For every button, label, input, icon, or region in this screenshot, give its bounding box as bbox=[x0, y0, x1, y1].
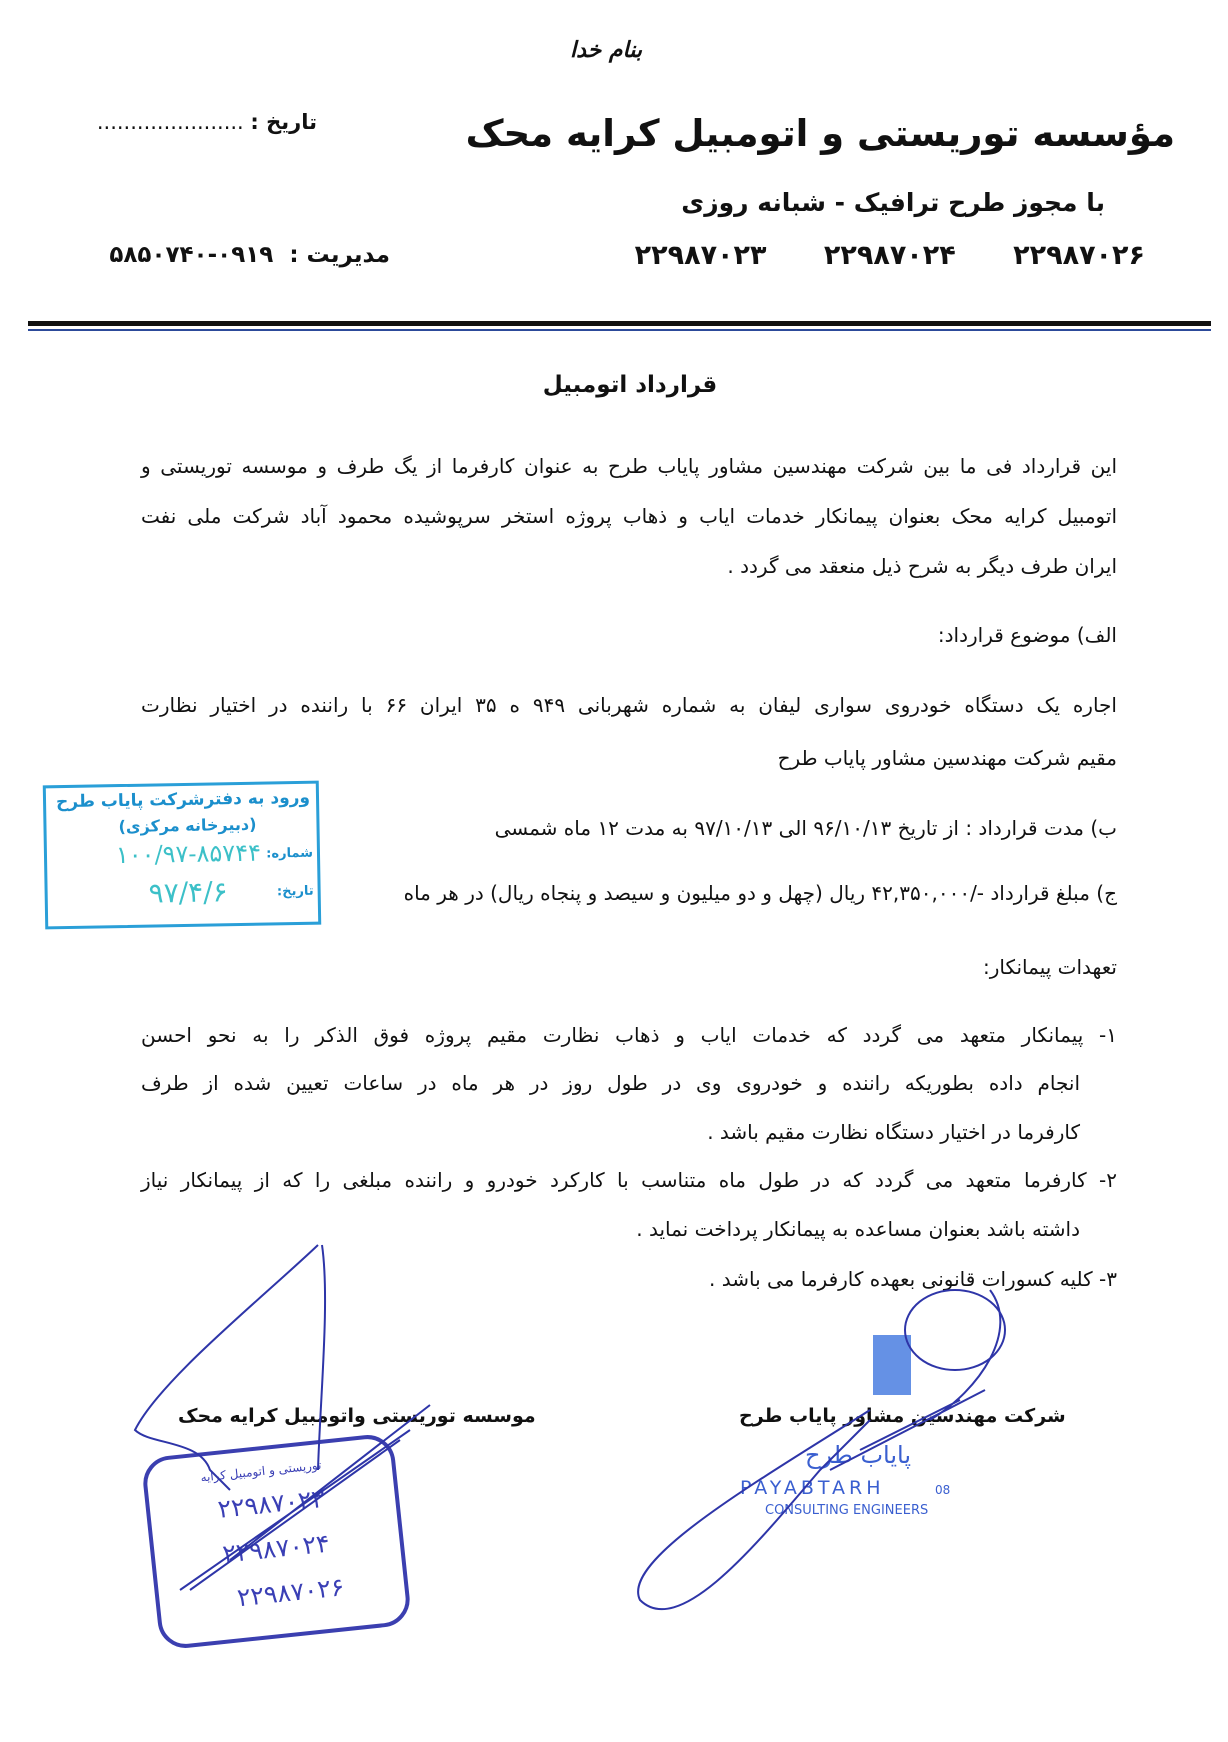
section-a-heading: الف) موضوع قرارداد: bbox=[937, 623, 1117, 647]
company-title: مؤسسه توریستی و اتومبیل کرایه محک bbox=[465, 112, 1175, 155]
license-line: با مجوز طرح ترافیک - شبانه روزی bbox=[681, 188, 1105, 217]
stamp-date-value: ۹۷/۴/۶ bbox=[148, 875, 228, 910]
employer-signature-label: شرکت مهندسین مشاور پایاب طرح bbox=[739, 1405, 1066, 1427]
phone-number: ۲۲۹۸۷۰۲۶ bbox=[1013, 240, 1145, 271]
stamp-latin: PAYABTARH bbox=[740, 1477, 885, 1499]
date-value: ...................... bbox=[96, 110, 244, 134]
employer-stamp bbox=[735, 1335, 975, 1525]
section-b-duration: ب) مدت قرارداد : از تاریخ ۹۶/۱۰/۱۳ الی ۹۷/۱۰/۱۳ به مدت ۱۲ ماه شمسی bbox=[494, 816, 1117, 840]
header-divider-thin bbox=[28, 329, 1211, 331]
stamp-phone: ۲۲۹۸۷۰۲۶ bbox=[235, 1572, 346, 1613]
date-label: تاریخ : bbox=[250, 110, 317, 134]
obligation-line: ۲- کارفرما متعهد می گردد که در طول ماه متناسب با کارکرد خودرو و راننده مبلغی را که از پیمانکار نیاز bbox=[141, 1168, 1117, 1192]
phone-list bbox=[635, 240, 1145, 271]
stamp-number-label: شماره: bbox=[266, 845, 314, 862]
obligation-line: ۱- پیمانکار متعهد می گردد که خدمات ایاب و ذهاب نظارت مقیم پروژه فوق الذکر را به نحو احسن bbox=[141, 1023, 1117, 1047]
receipt-stamp bbox=[43, 781, 321, 930]
header-divider bbox=[28, 321, 1211, 326]
management-phone: ۰۹۱۹-۵۸۵۰۷۴۰ bbox=[109, 242, 274, 268]
section-c-amount: ج) مبلغ قرارداد -/۴۲,۳۵۰,۰۰۰ ریال (چهل و دو میلیون و سیصد و پنجاه ریال) در هر ماه bbox=[403, 881, 1117, 905]
employer-logo-icon bbox=[873, 1335, 911, 1395]
obligation-line: انجام داده بطوریکه راننده و خودروی وی در طول روز در هر ماه در ساعات تعیین شده از طرف bbox=[141, 1071, 1080, 1095]
stamp-subtitle: CONSULTING ENGINEERS bbox=[765, 1503, 929, 1518]
stamp-phone: ۲۲۹۸۷۰۲۳ bbox=[216, 1483, 327, 1524]
obligation-line: ۳- کلیه کسورات قانونی بعهده کارفرما می باشد . bbox=[709, 1267, 1117, 1291]
stamp-line: ورود به دفترشرکت پایاب طرح bbox=[55, 787, 311, 813]
management-label: مدیریت : bbox=[289, 242, 390, 268]
intro-line: این قرارداد فی ما بین شرکت مهندسین مشاور پایاب طرح به عنوان کارفرما از یگ طرف و موسسه توریستی و bbox=[141, 454, 1117, 478]
stamp-text: توریستی و اتومبیل کرایه bbox=[199, 1457, 322, 1485]
stamp-persian: پایاب طرح bbox=[805, 1441, 912, 1469]
intro-line: ایران طرف دیگر به شرح ذیل منعقد می گردد . bbox=[727, 554, 1117, 578]
management bbox=[109, 242, 390, 268]
intro-line: اتومبیل کرایه محک بعنوان پیمانکار خدمات ایاب و ذهاب پروژه استخر سرپوشیده محمود آباد شرکت ملی نفت bbox=[141, 504, 1117, 528]
stamp-date-label: تاریخ: bbox=[276, 883, 314, 900]
basmala: بنام خدا bbox=[570, 38, 643, 63]
section-a-line: مقیم شرکت مهندسین مشاور پایاب طرح bbox=[777, 746, 1117, 770]
contractor-signature-label: موسسه توریستی واتومبیل کرایه محک bbox=[178, 1405, 536, 1427]
contractor-stamp bbox=[141, 1432, 413, 1650]
stamp-phone: ۲۲۹۸۷۰۲۴ bbox=[221, 1528, 331, 1569]
obligations-heading: تعهدات پیمانکار: bbox=[982, 955, 1117, 979]
stamp-line: (دبیرخانه مرکزی) bbox=[118, 814, 257, 837]
stamp-number-value: ۱۰۰/۹۷-۸۵۷۴۴ bbox=[115, 838, 262, 870]
obligation-line: کارفرما در اختیار دستگاه نظارت مقیم باشد . bbox=[707, 1120, 1080, 1144]
phone-number: ۲۲۹۸۷۰۲۳ bbox=[634, 240, 767, 271]
header-date bbox=[97, 110, 317, 134]
stamp-code: 08 bbox=[935, 1483, 951, 1497]
obligation-line: داشته باشد بعنوان مساعده به پیمانکار پرداخت نماید . bbox=[636, 1217, 1080, 1241]
section-a-line: اجاره یک دستگاه خودروی سواری لیفان به شماره شهربانی ۹۴۹ ه ۳۵ ایران ۶۶ با راننده در اختیار نظارت bbox=[141, 693, 1117, 717]
document-title: قرارداد اتومبیل bbox=[542, 372, 718, 398]
phone-number: ۲۲۹۸۷۰۲۴ bbox=[823, 240, 956, 271]
